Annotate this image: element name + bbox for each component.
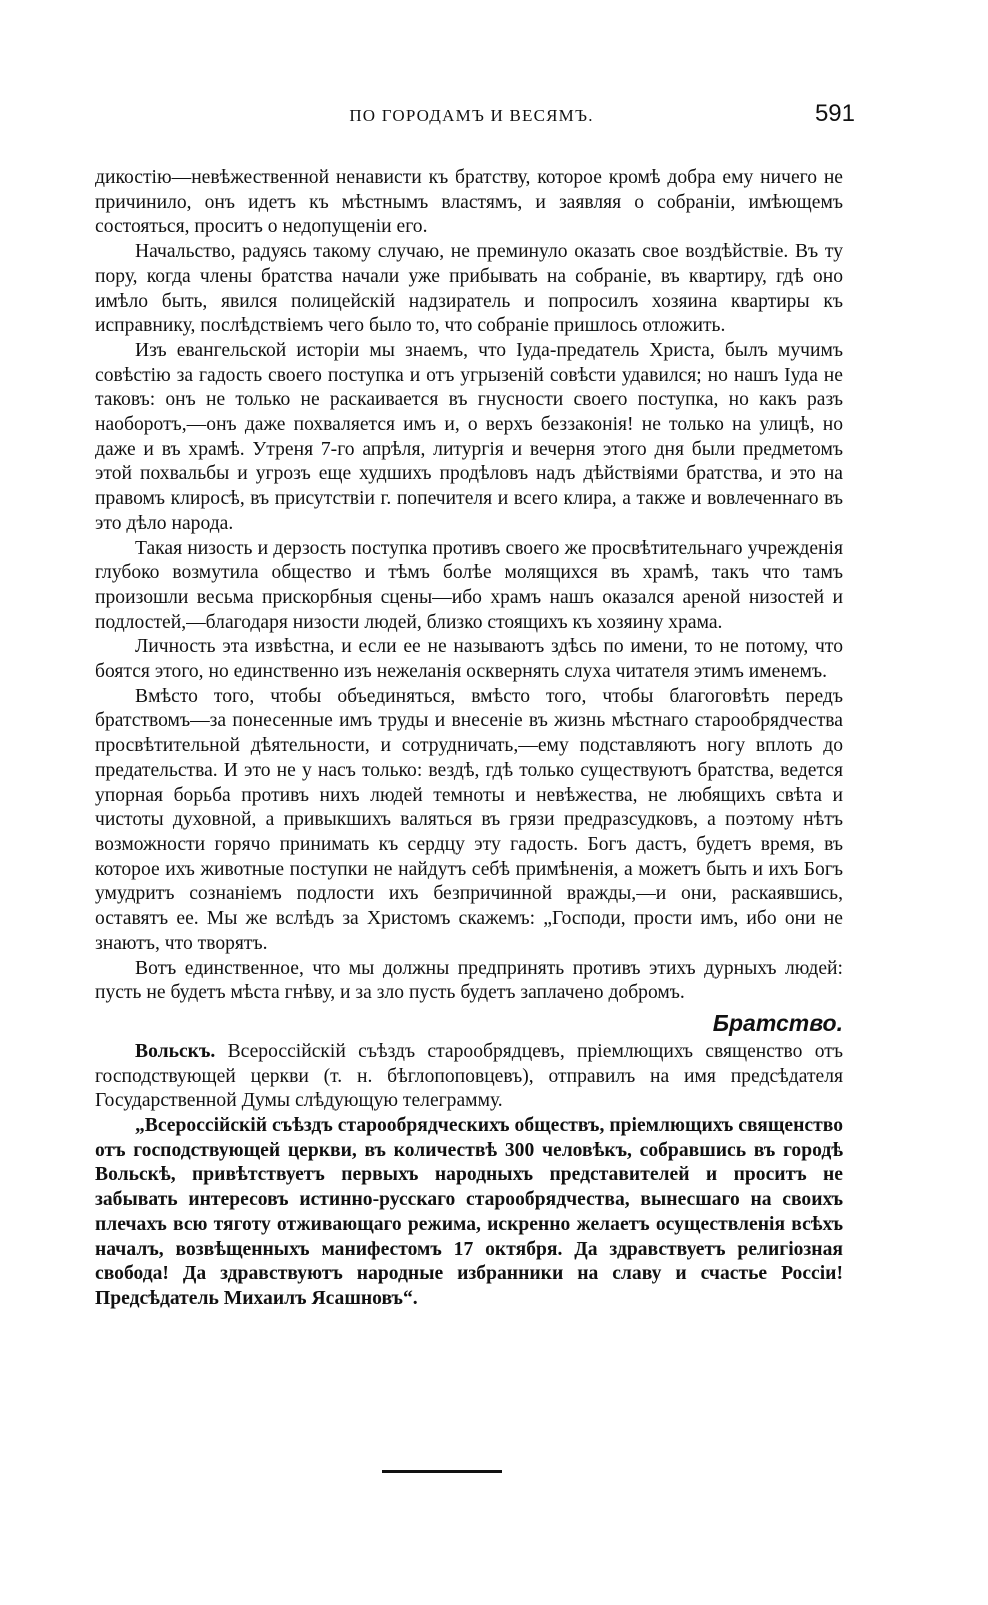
paragraph-4: Такая низость и дерзость поступка противъ своего же просвѣтительнаго учрежденiя глубоко возмутила общество и тѣмъ болѣе молящихся въ храмѣ, такъ что тамъ произошли весьма прискорбныя сцены—ибо храмъ нашъ оказался ареной низостей и подлостей,—благодаря низости людей, близко стоящихъ къ хозяину храма. xyxy=(95,537,843,633)
news-text: Всероссiйскiй съѣздъ старообрядцевъ, прiемлющихъ священство отъ господствующей церкви (т. н. бѣглопоповцевъ), отправилъ на имя предсѣдателя Государственной Думы слѣдующую телеграмму. xyxy=(95,1040,843,1112)
paragraph-7: Вотъ единственное, что мы должны предпринять противъ этихъ дурныхъ людей: пусть не будетъ мѣста гнѣву, и за зло пусть будетъ заплачено добромъ. xyxy=(95,957,843,1004)
telegram-text: „Всероссiйскiй съѣздъ старообрядческихъ обществъ, прiемлющихъ священство отъ господствующей церкви, въ количествѣ 300 человѣкъ, собравшись въ городѣ Вольскѣ, привѣтствуетъ первыхъ народныхъ представителей и проситъ не забывать интересовъ истинно-русскаго старообрядчества, вынесшаго на своихъ плечахъ всю тяготу отживающаго режима, искренно желаетъ осуществленiя всѣхъ началъ, возвѣщенныхъ манифестомъ 17 октября. Да здравствуетъ религiозная свобода! Да здравствуютъ народные избранники на славу и счастье Россiи! Предсѣдатель Михаилъ Ясашновъ“. xyxy=(95,1115,843,1309)
closing-rule xyxy=(382,1470,502,1473)
running-title: ПО ГОРОДАМЪ И ВЕСЯМЪ. xyxy=(349,106,594,125)
page-body xyxy=(95,166,843,1312)
paragraph-1: дикостiю—невѣжественной ненависти къ братству, которое кромѣ добра ему ничего не причинило, онъ идетъ къ мѣстнымъ властямъ, и заявляя о собранiи, имѣющемъ состояться, проситъ о недопущенiи его. xyxy=(95,167,843,238)
page-number: 591 xyxy=(814,100,855,127)
signature: Братство. xyxy=(712,1009,843,1036)
paragraph-3: Изъ евангельской исторiи мы знаемъ, что Iуда-предатель Христа, былъ мучимъ совѣстiю за гадость своего поступка и отъ угрызенiй совѣсти удавился; но нашъ Iуда не таковъ: онъ не только не раскаивается въ гнусности своего поступка, но какъ разъ наоборотъ,—онъ даже похваляется имъ и, о верхъ беззаконiя! не только на улицѣ, но даже и въ храмѣ. Утреня 7-го апрѣля, литургiя и вечерня этого дня были предметомъ этой похвальбы и угрозъ еще худшихъ продѣловъ надъ дѣйствiями братства, и это на правомъ клиросѣ, въ присутствiи г. попечителя и всего клира, а также и вовлеченнаго въ это дѣло народа. xyxy=(95,339,843,534)
paragraph-5: Личность эта извѣстна, и если ее не называютъ здѣсь по имени, то не потому, что боятся этого, но единственно изъ нежеланiя осквернять слуха читателя этимъ именемъ. xyxy=(95,636,843,683)
news-town: Вольскъ. xyxy=(135,1040,216,1062)
paragraph-2: Начальство, радуясь такому случаю, не преминуло оказать свое воздѣйствiе. Въ ту пору, когда члены братства начали уже прибывать на собранiе, въ квартиру, гдѣ оно имѣло быть, явился полицейскiй надзиратель и попросилъ хозяина квартиры къ исправнику, послѣдствiемъ чего было то, что собранiе пришлось отложить. xyxy=(95,241,843,337)
news-item xyxy=(95,1040,843,1114)
page-header xyxy=(90,100,853,136)
paragraph-6: Вмѣсто того, чтобы объединяться, вмѣсто того, чтобы благоговѣть передъ братствомъ—за понесенные имъ труды и внесенiе въ жизнь мѣстнаго старообрядчества просвѣтительной дѣятельности, и сотрудничать,—ему подставляютъ ногу вплоть до предательства. И это не у насъ только: вездѣ, гдѣ только существуютъ братства, ведется упорная борьба противъ нихъ людей темноты и невѣжества, не любящихъ свѣта и чистоты духовной, а привыкшихъ валяться въ грязи предразсудковъ, а поэтому нѣтъ возможности горячо принимать къ сердцу эту гадость. Богъ дастъ, будетъ время, въ которое ихъ животные поступки не найдутъ себѣ примѣненiя, а можетъ быть и ихъ Богъ умудритъ сознанiемъ подлости ихъ безпричинной вражды,—и они, раскаявшись, оставятъ ее. Мы же вслѣдъ за Христомъ скажемъ: „Господи, прости имъ, ибо они не знаютъ, что творятъ. xyxy=(95,685,843,954)
